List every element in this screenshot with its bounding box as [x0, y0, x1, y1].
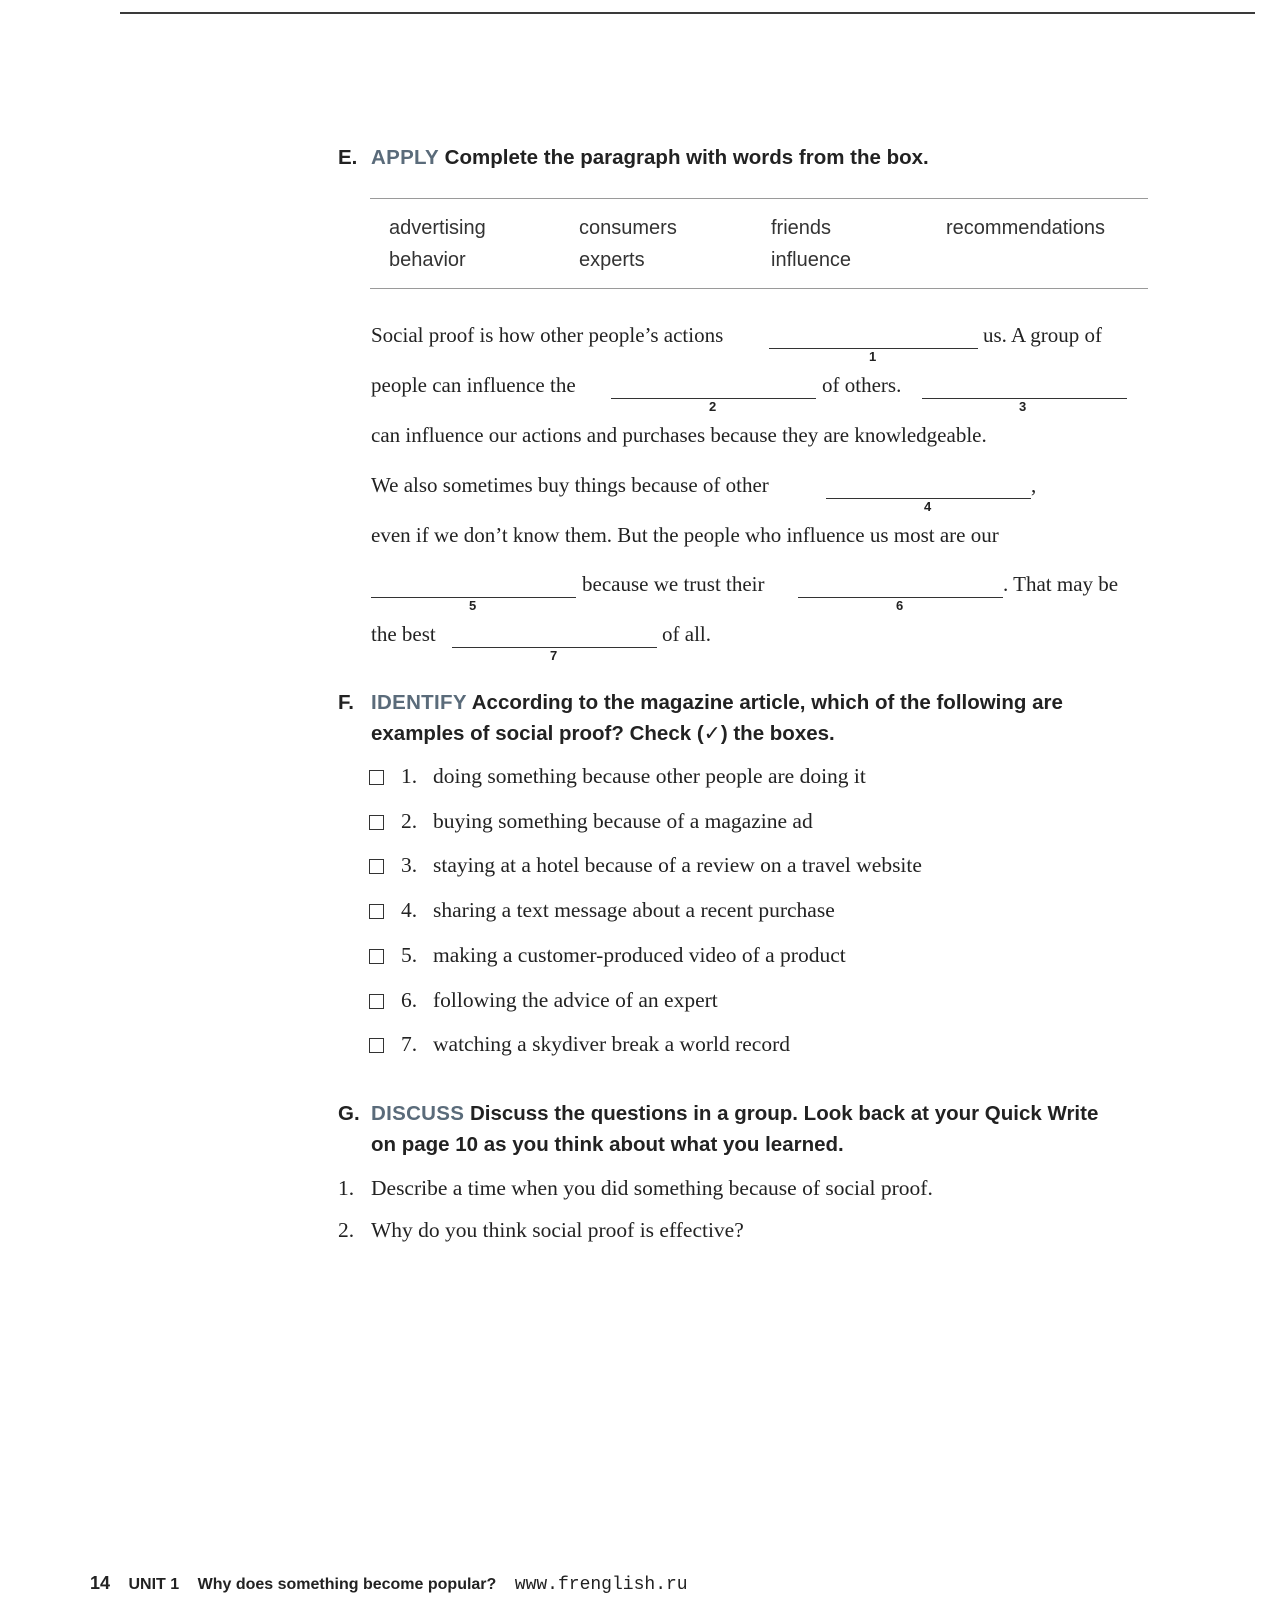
- section-letter: F.: [338, 691, 354, 714]
- question-text: Why do you think social proof is effective?: [371, 1218, 744, 1242]
- item-text: doing something because other people are doing it: [433, 764, 866, 788]
- word-box-item: friends: [771, 217, 832, 239]
- item-number: 4.: [401, 898, 418, 922]
- paragraph-text: us. A group of: [983, 323, 1103, 347]
- checkbox[interactable]: [369, 859, 384, 874]
- section-instruction: on page 10 as you think about what you learned.: [371, 1133, 844, 1156]
- item-number: 1.: [401, 764, 418, 788]
- paragraph-text: because we trust their: [582, 572, 765, 596]
- paragraph-text: of all.: [662, 622, 711, 646]
- section-instruction: Complete the paragraph with words from the box.: [444, 146, 929, 169]
- paragraph-text: Social proof is how other people’s actions: [371, 323, 724, 347]
- word-box-item: experts: [579, 249, 645, 271]
- top-rule: [120, 12, 1255, 14]
- blank-number: 6: [896, 598, 904, 613]
- item-text: sharing a text message about a recent purchase: [433, 898, 835, 922]
- watermark-url: www.frenglish.ru: [514, 1575, 688, 1595]
- paragraph-text: . That may be: [1003, 572, 1119, 596]
- paragraph-text: of others.: [822, 373, 902, 397]
- checkbox[interactable]: [369, 994, 384, 1009]
- section-e-heading: [338, 142, 1158, 173]
- item-text: buying something because of a magazine ad: [433, 809, 813, 833]
- blank-number: 4: [924, 499, 932, 514]
- section-keyword: DISCUSS: [371, 1102, 465, 1125]
- question-text: Describe a time when you did something because of social proof.: [371, 1176, 933, 1200]
- checkbox[interactable]: [369, 1038, 384, 1053]
- paragraph-text: even if we don’t know them. But the people who influence us most are our: [371, 523, 999, 547]
- checkbox[interactable]: [369, 815, 384, 830]
- item-number: 6.: [401, 988, 418, 1012]
- blank-number: 5: [469, 598, 477, 613]
- blank-number: 3: [1019, 399, 1027, 414]
- section-instruction: examples of social proof? Check (✓) the boxes.: [371, 722, 835, 745]
- unit-title: Why does something become popular?: [197, 1576, 497, 1593]
- section-instruction: According to the magazine article, which of the following are: [471, 691, 1063, 714]
- item-text: watching a skydiver break a world record: [433, 1032, 790, 1056]
- paragraph-text: can influence our actions and purchases because they are knowledgeable.: [371, 423, 987, 447]
- checkbox[interactable]: [369, 904, 384, 919]
- blank-number: 2: [709, 399, 717, 414]
- blank-number: 7: [550, 648, 558, 663]
- word-box-item: behavior: [389, 249, 466, 271]
- word-box-item: influence: [771, 249, 852, 271]
- paragraph-text: the best: [371, 622, 436, 646]
- section-letter: G.: [338, 1102, 360, 1125]
- item-text: making a customer-produced video of a product: [433, 943, 846, 967]
- paragraph-text: We also sometimes buy things because of other: [371, 473, 769, 497]
- section-keyword: APPLY: [371, 146, 439, 169]
- item-text: following the advice of an expert: [433, 988, 718, 1012]
- checkbox[interactable]: [369, 949, 384, 964]
- word-box-top-rule: [370, 198, 1148, 199]
- item-number: 7.: [401, 1032, 418, 1056]
- question-number: 1.: [338, 1176, 355, 1200]
- word-box-item: advertising: [389, 217, 486, 239]
- unit-label: UNIT 1: [128, 1576, 180, 1593]
- section-letter: E.: [338, 146, 358, 169]
- paragraph-text: people can influence the: [371, 373, 576, 397]
- item-number: 5.: [401, 943, 418, 967]
- section-f-heading: [338, 687, 1158, 749]
- checkbox[interactable]: [369, 770, 384, 785]
- word-box-item: consumers: [579, 217, 677, 239]
- page-footer: [90, 1573, 702, 1595]
- paragraph-text: ,: [1031, 473, 1037, 497]
- item-number: 2.: [401, 809, 418, 833]
- word-box-bottom-rule: [370, 288, 1148, 289]
- section-instruction: Discuss the questions in a group. Look back at your Quick Write: [469, 1102, 1099, 1125]
- section-g-heading: [338, 1098, 1158, 1160]
- item-text: staying at a hotel because of a review on a travel website: [433, 853, 922, 877]
- question-number: 2.: [338, 1218, 355, 1242]
- section-keyword: IDENTIFY: [371, 691, 467, 714]
- blank-number: 1: [869, 349, 877, 364]
- item-number: 3.: [401, 853, 418, 877]
- word-box-item: recommendations: [946, 217, 1105, 239]
- page-number: 14: [90, 1573, 111, 1593]
